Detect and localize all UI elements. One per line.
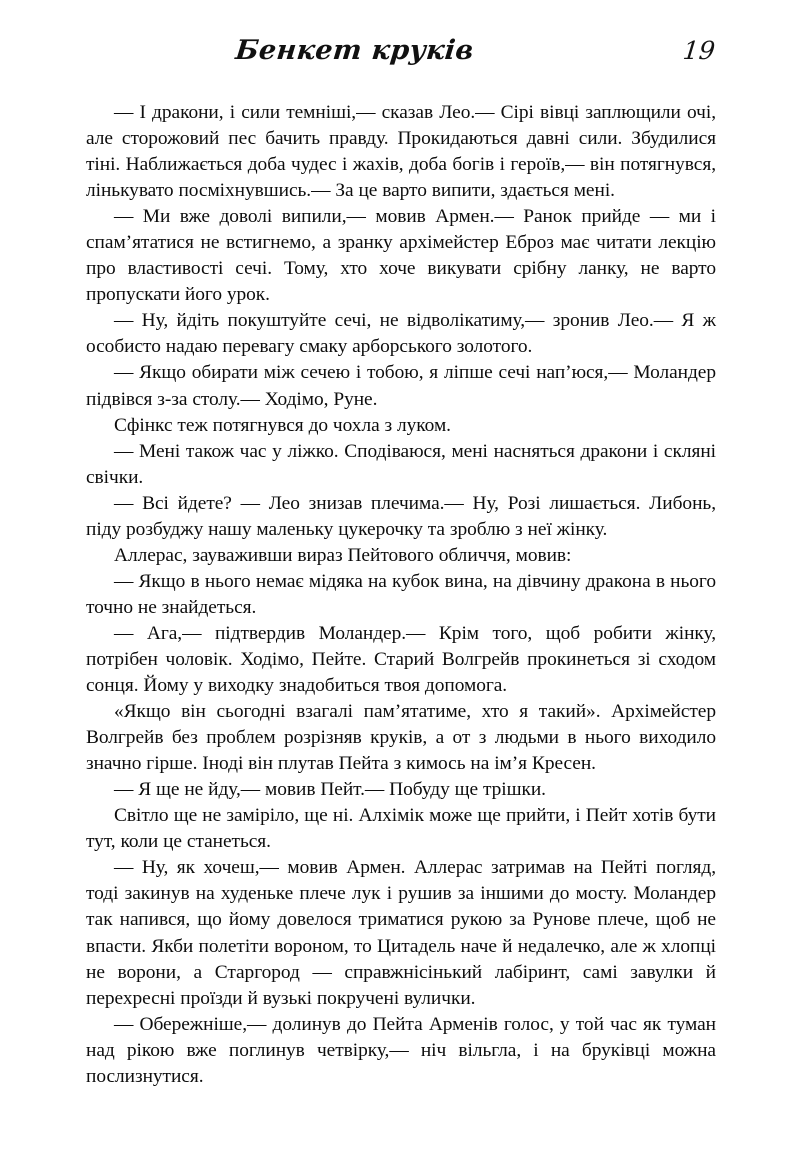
paragraph: — Ну, йдіть покуштуйте сечі, не відволікатиму,— зронив Лео.— Я ж особисто надаю перевагу смаку арборського золотого. [86,310,716,358]
paragraph: Аллерас, зауваживши вираз Пейтового обличчя, мовив: [114,544,572,566]
paragraph: — Ну, як хочеш,— мовив Армен. Аллерас затримав на Пейті погляд, тоді закинув на худеньке плече лук і рушив за іншими до мосту. Моландер так напився, що йому довелося триматися рукою за Рунове плече, щоб не впасти. Якби полетіти вороном, то Цитадель наче й недалечко, але ж хлопці не ворони, а Старгород — справжнісінький лабіринт, самі завулки й перехресні проїзди й вузькі покручені вулички. [86,857,716,1009]
paragraph: — Якщо обирати між сечею і тобою, я ліпше сечі нап’юся,— Моландер підвівся з-за столу.— Ходімо, Руне. [86,362,716,410]
paragraph: Сфінкс теж потягнувся до чохла з луком. [114,414,451,436]
body-text-block [86,100,716,1090]
paragraph: — Обережніше,— долинув до Пейта Арменів голос, у той час як туман над рікою вже поглинув четвірку,— ніч вільгла, і на бруківці можна послизнутися. [86,1013,716,1087]
paragraph: Світло ще не заміріло, ще ні. Алхімік може ще прийти, і Пейт хотів бути тут, коли це станеться. [86,805,716,853]
paragraph: — І дракони, і сили темніші,— сказав Лео.— Сірі вівці заплющили очі, але сторожовий пес бачить правду. Прокидаються давні сили. Збудилися тіні. Наближається доба чудес і жахів, доба богів і героїв,— він потягнувся, лінькувато посміхнувшись.— За це варто випити, здається мені. [86,102,716,202]
paragraph: — Ми вже доволі випили,— мовив Армен.— Ранок прийде — ми і спам’ятатися не встигнемо, а зранку архімейстер Еброз має читати лекцію про властивості сечі. Тому, хто хоче викувати срібну ланку, не варто пропускати його урок. [86,206,716,306]
paragraph: — Всі йдете? — Лео знизав плечима.— Ну, Розі лишається. Либонь, піду розбуджу нашу маленьку цукерочку та зроблю з неї жінку. [86,492,716,540]
paragraph: — Якщо в нього немає мідяка на кубок вина, на дівчину дракона в нього точно не знайдеться. [86,570,716,618]
paragraph: — Мені також час у ліжко. Сподіваюся, мені насняться дракони і скляні свічки. [86,440,716,488]
running-head [86,34,715,78]
page-number: 19 [681,36,717,65]
paragraph: «Якщо він сьогодні взагалі пам’ятатиме, хто я такий». Архімейстер Волгрейв без проблем розрізняв круків, а от з людьми в нього виходило значно гірше. Іноді він плутав Пейта з кимось на ім’я Кресен. [86,701,716,775]
paragraph: — Я ще не йду,— мовив Пейт.— Побуду ще трішки. [114,779,546,801]
paragraph: — Ага,— підтвердив Моландер.— Крім того, щоб робити жінку, потрібен чоловік. Ходімо, Пейте. Старий Волгрейв прокинеться зі сходом сонця. Йому у виходку знадобиться твоя допомога. [86,622,716,697]
running-head-title: Бенкет круків [233,35,476,66]
